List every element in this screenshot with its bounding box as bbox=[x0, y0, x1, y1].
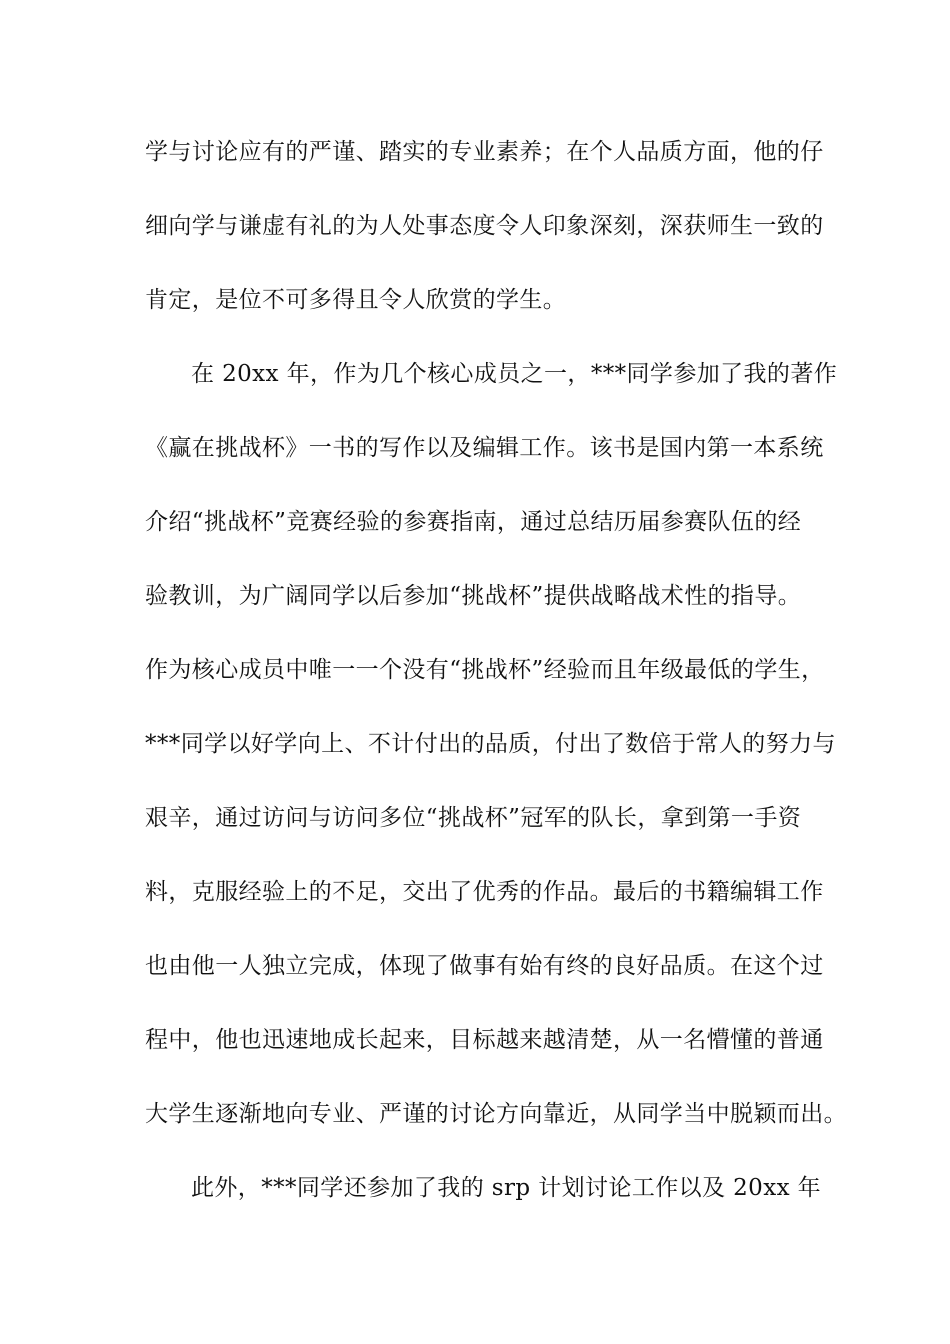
paragraph-first-line: 在 20xx 年，作为几个核心成员之一，***同学参加了我的著作 bbox=[191, 361, 838, 387]
paragraph-line: 《赢在挑战杯》一书的写作以及编辑工作。该书是国内第一本系统 bbox=[145, 435, 824, 461]
paragraph-line: 验教训，为广阔同学以后参加“挑战杯”提供战略战术性的指导。 bbox=[145, 583, 802, 609]
paragraph-line: 细向学与谦虚有礼的为人处事态度令人印象深刻，深获师生一致的 bbox=[145, 213, 824, 239]
paragraph-line: 肯定，是位不可多得且令人欣赏的学生。 bbox=[145, 287, 567, 313]
paragraph-line: 艰辛，通过访问与访问多位“挑战杯”冠军的队长，拿到第一手资 bbox=[145, 805, 802, 831]
paragraph-line: ***同学以好学向上、不计付出的品质，付出了数倍于常人的努力与 bbox=[145, 731, 836, 757]
paragraph-line: 程中，他也迅速地成长起来，目标越来越清楚，从一名懵懂的普通 bbox=[145, 1027, 824, 1053]
paragraph-first-line: 此外，***同学还参加了我的 srp 计划讨论工作以及 20xx 年 bbox=[191, 1175, 822, 1201]
paragraph-line: 大学生逐渐地向专业、严谨的讨论方向靠近，从同学当中脱颖而出。 bbox=[145, 1101, 847, 1127]
paragraph-line: 介绍“挑战杯”竞赛经验的参赛指南，通过总结历届参赛队伍的经 bbox=[145, 509, 802, 535]
paragraph-line: 料，克服经验上的不足，交出了优秀的作品。最后的书籍编辑工作 bbox=[145, 879, 824, 905]
paragraph-line: 学与讨论应有的严谨、踏实的专业素养；在个人品质方面，他的仔 bbox=[145, 139, 824, 165]
paragraph-line: 也由他一人独立完成，体现了做事有始有终的良好品质。在这个过 bbox=[145, 953, 824, 979]
paragraph-line: 作为核心成员中唯一一个没有“挑战杯”经验而且年级最低的学生， bbox=[145, 657, 825, 683]
